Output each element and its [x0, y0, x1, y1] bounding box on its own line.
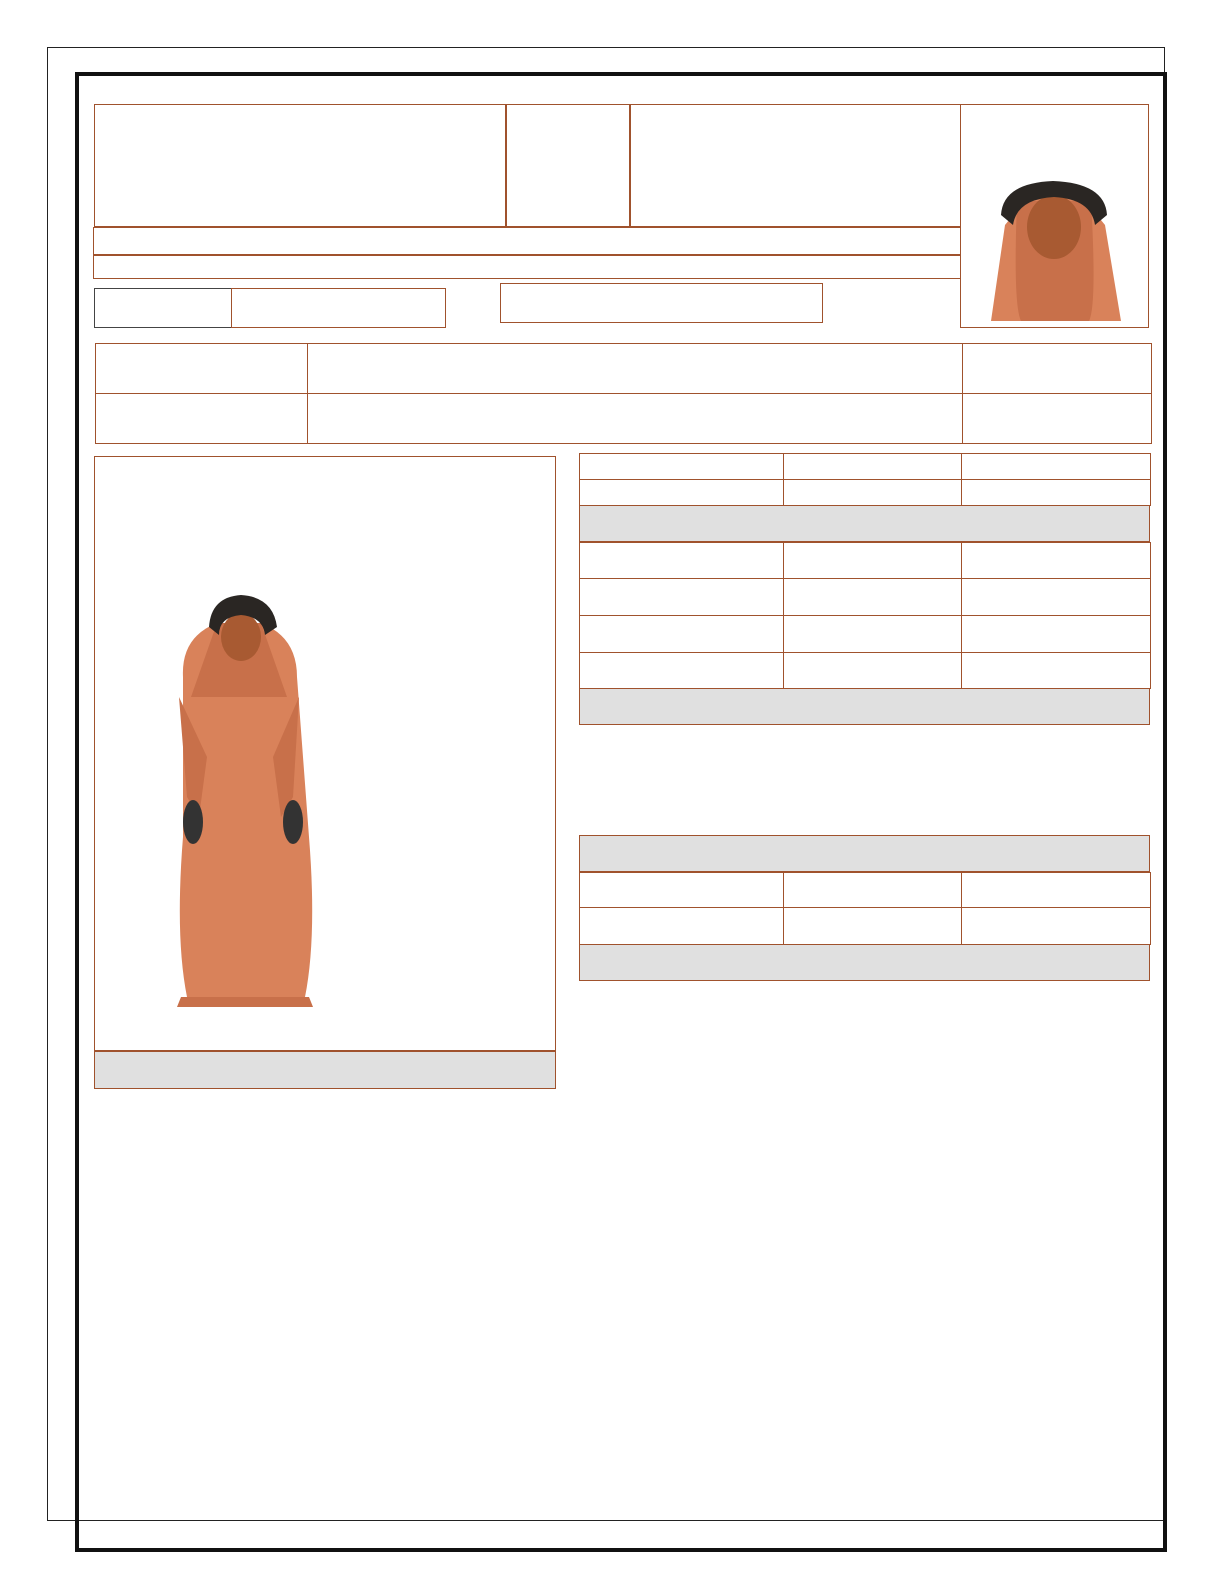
employment-position [784, 908, 962, 945]
contract-label [580, 454, 784, 480]
full-body-portrait-image [95, 457, 555, 1050]
passport-arabic [962, 616, 1151, 653]
header-strip-2 [93, 255, 962, 279]
profile-cell [308, 394, 963, 444]
header-box-right [630, 104, 962, 227]
contract-table [579, 453, 1151, 506]
headshot-portrait-image [961, 105, 1148, 327]
full-name-arabic [963, 344, 1152, 394]
header-box-middle [506, 104, 630, 227]
languages-section-header [579, 688, 1150, 725]
full-name-label [96, 344, 308, 394]
contract-arabic [962, 454, 1151, 480]
passport-arabic [962, 653, 1151, 689]
identity-table [95, 343, 1152, 444]
application-section-header [94, 1051, 556, 1089]
ref-value-box [231, 288, 446, 328]
profile-label [96, 394, 308, 444]
employment-header-position [784, 873, 962, 908]
employment-place [962, 908, 1151, 945]
passport-value [784, 579, 962, 616]
country-box [94, 104, 506, 227]
passport-row [580, 616, 1151, 653]
passport-label [580, 543, 784, 579]
contract-value [784, 454, 962, 480]
passport-section-header [579, 505, 1150, 542]
employment-header-place [962, 873, 1151, 908]
passport-label [580, 653, 784, 689]
passport-row [580, 653, 1151, 689]
passport-label [580, 579, 784, 616]
passport-row [580, 579, 1151, 616]
contract-label [580, 480, 784, 506]
employment-period [580, 908, 784, 945]
profile-row [96, 394, 1152, 444]
full-name-value [308, 344, 963, 394]
skills-section-header [579, 944, 1150, 981]
header-strip-1 [93, 227, 962, 255]
employment-header-row [580, 873, 1151, 908]
passport-table [579, 542, 1151, 689]
contract-arabic [962, 480, 1151, 506]
passport-label [580, 616, 784, 653]
full-body-photo [94, 456, 556, 1051]
profile-arabic [963, 394, 1152, 444]
passport-row [580, 543, 1151, 579]
passport-arabic [962, 543, 1151, 579]
employment-table [579, 872, 1151, 945]
passport-value [784, 616, 962, 653]
employment-section-header [579, 835, 1150, 872]
job-title-box [500, 283, 823, 323]
employment-header-period [580, 873, 784, 908]
headshot-photo [960, 104, 1149, 328]
ref-label-box [94, 288, 232, 328]
passport-value [784, 653, 962, 689]
employment-row [580, 908, 1151, 945]
contract-row [580, 454, 1151, 480]
passport-value [784, 543, 962, 579]
contract-row [580, 480, 1151, 506]
full-name-row [96, 344, 1152, 394]
passport-arabic [962, 579, 1151, 616]
contract-value [784, 480, 962, 506]
